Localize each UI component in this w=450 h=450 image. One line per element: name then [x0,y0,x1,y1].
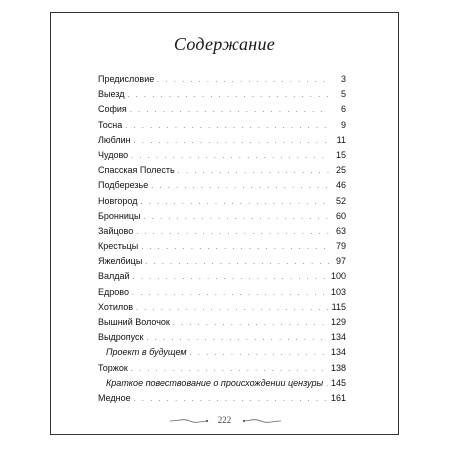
page-number: 222 [217,415,232,425]
toc-entry-label: Чудово [98,149,129,160]
dot-leader [140,195,329,210]
toc-entry-label: Новгород [98,195,138,206]
toc-entry-label: Выезд [98,89,125,100]
toc-entry-label: Бронницы [98,210,141,221]
toc-entry [98,178,346,193]
toc-entry-page: 9 [340,119,346,130]
toc-entry [98,102,346,117]
toc-entry-page: 129 [330,317,346,327]
toc-entry-page: 79 [335,241,346,252]
toc-entry-page: 115 [331,301,346,312]
toc-entry [98,330,346,345]
dot-leader [131,149,329,164]
toc-entry-page: 46 [335,180,346,191]
toc-entry-page: 134 [330,347,346,358]
toc-entry-label: Яжелбицы [98,256,143,267]
dot-leader [178,164,329,179]
toc-entry-page: 6 [340,104,346,115]
page-footer [51,415,398,427]
toc-entry-label: Люблин [98,134,131,145]
toc-entry [98,285,346,300]
toc-entry-page: 11 [336,134,346,145]
toc-entry-label: София [98,104,127,115]
dot-leader [157,73,329,88]
left-ornament-icon [170,417,210,425]
toc-entry [98,391,346,406]
toc-entry-label: Торжок [98,362,128,373]
toc-entry-page: 138 [330,362,346,373]
toc-entry [98,254,346,269]
toc-entry [98,315,346,330]
toc-entry-page: 3 [340,74,346,84]
dot-leader [134,392,328,407]
dot-leader [125,119,329,134]
toc-entry [98,163,346,178]
toc-entry-page: 15 [335,149,346,160]
dot-leader [173,316,328,331]
toc-entry-label: Вышний Волочок [98,317,170,327]
document-page [50,12,399,435]
toc-entry [98,133,346,148]
toc-entry [98,148,346,163]
toc-entry [98,194,346,209]
dot-leader [134,134,329,149]
toc-entry-page: 145 [330,377,346,388]
toc-entry-page: 134 [330,332,346,343]
table-of-contents [98,72,346,406]
dot-leader [190,346,328,361]
dot-leader [151,179,329,194]
toc-entry-page: 60 [335,210,346,221]
toc-entry [98,361,346,376]
toc-entry [98,72,346,87]
toc-entry [98,300,346,315]
toc-entry-label: Спасская Полесть [98,165,175,176]
toc-entry-label: Едрово [98,286,129,297]
toc-entry [98,376,346,391]
toc-entry-label: Хотилов [98,301,133,312]
toc-entry-page: 100 [330,271,346,282]
toc-entry [98,87,346,102]
toc-entry-page: 52 [335,195,346,206]
toc-entry-label: Валдай [98,271,130,282]
dot-leader [136,225,329,240]
toc-entry-page: 5 [340,89,346,100]
toc-entry-page: 25 [335,165,346,176]
page-title: Содержание [173,34,276,54]
toc-entry [98,239,346,254]
toc-entry-label: Зайцово [98,225,134,236]
toc-entry-page: 103 [330,286,346,297]
right-ornament-icon [241,417,281,425]
dot-leader [132,286,328,301]
toc-entry [98,269,346,284]
toc-entry [98,118,346,133]
toc-entry-label: Выдропуск [98,332,144,343]
dot-leader [144,210,329,225]
dot-leader [136,301,329,316]
toc-entry-page: 161 [330,392,346,403]
toc-entry [98,224,346,239]
toc-entry-label: Тосна [98,119,123,130]
dot-leader [145,255,329,270]
toc-entry [98,345,346,360]
toc-entry-label: Крестьцы [98,241,139,252]
toc-entry-page: 97 [335,256,346,267]
dot-leader [133,270,328,285]
toc-entry-label: Медное [98,392,131,403]
toc-entry [98,209,346,224]
dot-leader [141,240,329,255]
toc-entry-label: Проект в будущем [106,347,187,358]
toc-entry-page: 63 [335,225,346,236]
dot-leader [146,331,328,346]
toc-entry-label: Краткое повествование о происхождении цензуры [106,377,324,388]
toc-entry-label: Подберезье [98,180,149,191]
toc-entry-label: Предисловие [98,74,155,84]
dot-leader [130,103,329,118]
dot-leader [127,88,329,103]
dot-leader [326,377,328,392]
dot-leader [131,362,328,377]
